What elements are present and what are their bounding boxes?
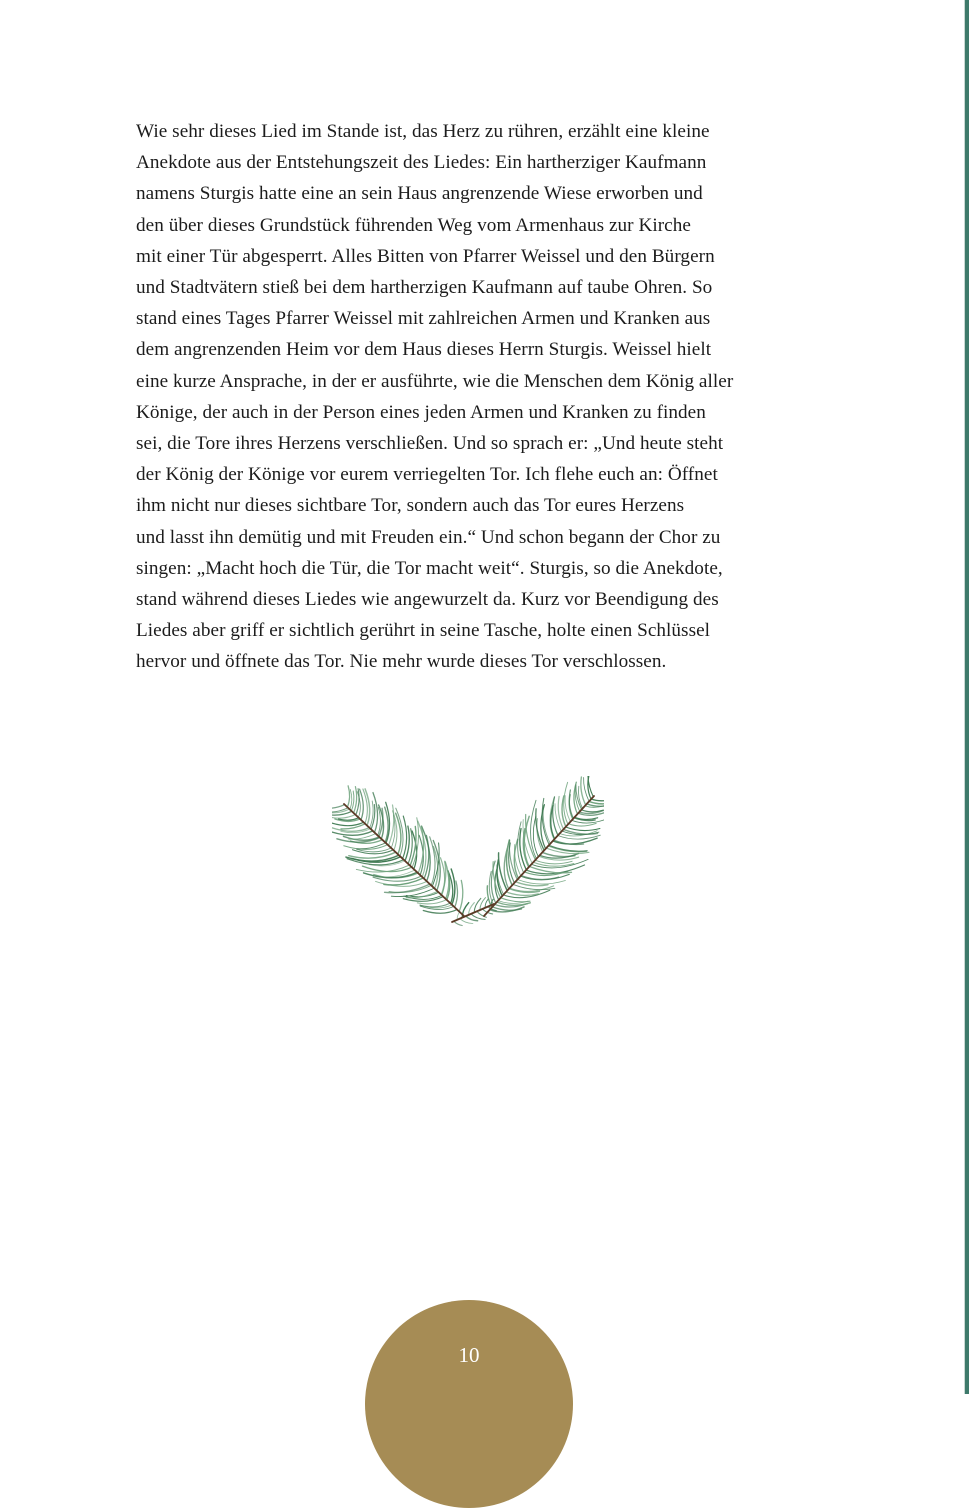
page-number: 10 xyxy=(458,1343,480,1367)
paragraph-line: eine kurze Ansprache, in der er ausführte, wie die Menschen dem König aller xyxy=(136,370,734,392)
pine-needle xyxy=(521,875,559,879)
pine-needle xyxy=(347,786,349,807)
pine-branches-icon xyxy=(332,776,604,944)
pine-needle xyxy=(332,822,364,825)
paragraph-line: namens Sturgis hatte eine an sein Haus angrenzende Wiese erworben und xyxy=(136,183,703,205)
pine-needle xyxy=(510,886,554,891)
pine-needle xyxy=(459,880,463,911)
paragraph-line: Anekdote aus der Entstehungszeit des Liedes: Ein hartherziger Kaufmann xyxy=(136,152,707,174)
pine-needle xyxy=(581,810,603,812)
pine-needle xyxy=(569,790,573,819)
paragraph-line: sei, die Tore ihres Herzens verschließen. Und so sprach er: „Und heute steht xyxy=(136,433,724,455)
page-number-disc xyxy=(365,1300,573,1508)
paragraph-line: stand eines Tages Pfarrer Weissel mit zahlreichen Armen und Kranken aus xyxy=(136,308,711,330)
pine-needle xyxy=(349,852,396,858)
pine-needle xyxy=(535,860,572,864)
paragraph-line: singen: „Macht hoch die Tür, die Tor macht weit“. Sturgis, so die Anekdote, xyxy=(136,557,723,579)
paragraph-line: der König der Könige vor eurem verriegelten Tor. Ich flehe euch an: Öffnet xyxy=(136,464,718,486)
paragraph-line: hervor und öffnete das Tor. Nie mehr wurde dieses Tor verschlossen. xyxy=(136,651,667,673)
pine-needle xyxy=(332,808,348,812)
pine-needle xyxy=(471,914,485,920)
paragraph-line: den über dieses Grundstück führenden Weg vom Armenhaus zur Kirche xyxy=(136,214,691,236)
pine-needle xyxy=(341,824,365,829)
pine-stem xyxy=(484,796,594,916)
body-paragraph xyxy=(136,116,826,678)
page-edge-line xyxy=(964,0,965,1394)
paragraph-line: Liedes aber griff er sichtlich gerührt in seine Tasche, holte einen Schlüssel xyxy=(136,620,711,642)
pine-needle xyxy=(554,840,584,844)
pine-needle xyxy=(454,921,462,925)
pine-needle xyxy=(589,801,604,803)
paragraph-line: ihm nicht nur dieses sichtbare Tor, sondern auch das Tor eures Herzens xyxy=(136,495,685,517)
paragraph-line: mit einer Tür abgesperrt. Alles Bitten von Pfarrer Weissel und den Bürgern xyxy=(136,245,715,267)
page-edge-stripe xyxy=(965,0,969,1394)
pine-needle xyxy=(332,805,345,809)
pine-needle xyxy=(553,797,558,835)
paragraph-line: Könige, der auch in der Person eines jeden Armen und Kranken zu finden xyxy=(136,401,706,423)
pine-needle xyxy=(405,826,409,861)
pine-needle xyxy=(566,827,600,831)
pine-needle xyxy=(501,898,530,902)
pine-needle xyxy=(564,782,568,824)
pine-needle xyxy=(423,910,457,914)
paragraph-line: stand während dieses Liedes wie angewurzelt da. Kurz vor Beendigung des xyxy=(136,589,719,611)
pine-needle xyxy=(569,823,597,826)
paragraph-line: und Stadtvätern stieß bei dem hartherzigen Kaufmann auf taube Ohren. So xyxy=(136,277,713,299)
paragraph-line: Wie sehr dieses Lied im Stande ist, das Herz zu rühren, erzählt eine kleine xyxy=(136,121,710,142)
paragraph-line: dem angrenzenden Heim vor dem Haus dieses Herrn Sturgis. Weissel hielt xyxy=(136,339,712,361)
pine-needle xyxy=(350,790,352,810)
paragraph-line: und lasst ihn demütig und mit Freuden ein.“ Und schon begann der Chor zu xyxy=(136,526,721,548)
